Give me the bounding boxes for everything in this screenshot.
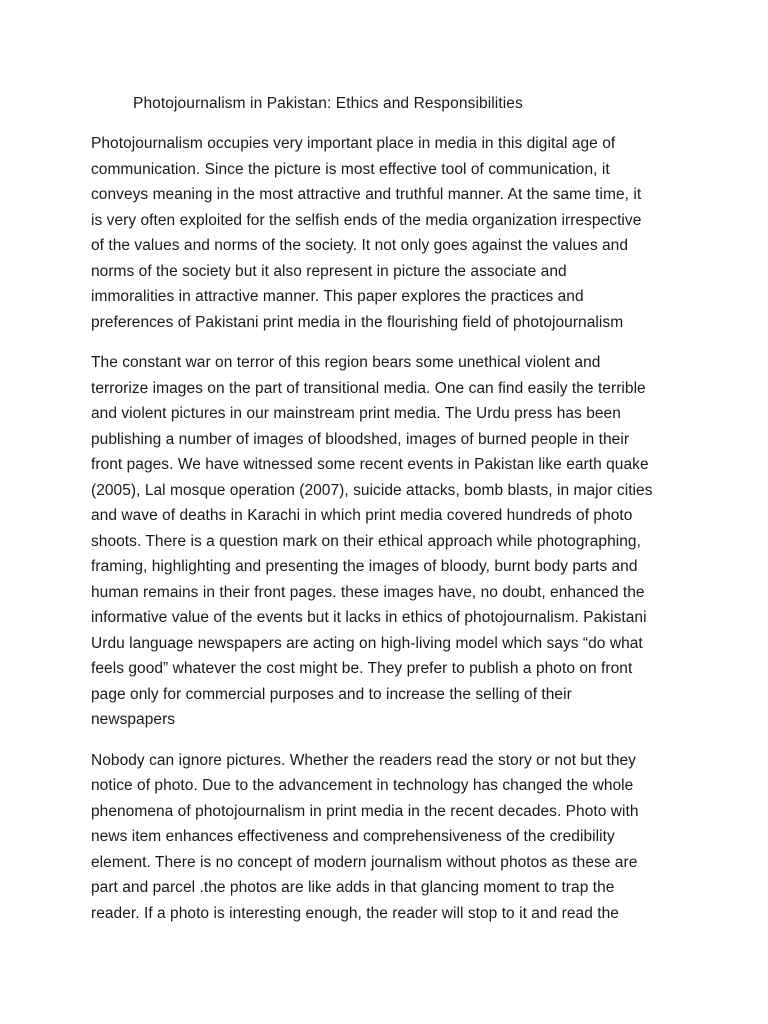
text-line: framing, highlighting and presenting the images of bloody, burnt body parts and [91,558,638,575]
text-line: preferences of Pakistani print media in the flourishing field of photojournalism [91,313,624,331]
text-line: Urdu language newspapers are acting on high-living model which says “do what [91,634,643,652]
text-line: notice of photo. Due to the advancement in technology has changed the whole [91,777,634,794]
text-line: page only for commercial purposes and to increase the selling of their [91,685,572,703]
text-line: publishing a number of images of bloodshed, images of burned people in their [91,430,630,448]
text-line: of the values and norms of the society. It not only goes against the values and [91,237,629,254]
text-line: phenomena of photojournalism in print media in the recent decades. Photo with [91,802,639,820]
text-line: norms of the society but it also represent in picture the associate and [91,262,567,280]
text-line: shoots. There is a question mark on their ethical approach while photographing, [91,532,641,550]
text-line: reader. If a photo is interesting enough, the reader will stop to it and read the [91,904,619,922]
text-line: communication. Since the picture is most effective tool of communication, it [91,160,610,178]
text-line: part and parcel .the photos are like adds in that glancing moment to trap the [91,879,615,896]
text-line: human remains in their front pages. these images have, no doubt, enhanced the [91,583,645,601]
text-line: feels good” whatever the cost might be. They prefer to publish a photo on front [91,660,633,677]
text-line: and wave of deaths in Karachi in which print media covered hundreds of photo [91,507,633,524]
text-line: conveys meaning in the most attractive and truthful manner. At the same time, it [91,186,642,203]
text-line: Nobody can ignore pictures. Whether the readers read the story or not but they [91,751,636,769]
text-line: The constant war on terror of this region bears some unethical violent and [91,354,601,371]
text-line: informative value of the events but it lacks in ethics of photojournalism. Pakistani [91,609,647,626]
paragraph-war-on-terror [91,350,681,733]
text-line: immoralities in attractive manner. This paper explores the practices and [91,288,584,305]
text-line: news item enhances effectiveness and comprehensiveness of the credibility [91,828,615,845]
text-line: terrorize images on the part of transitional media. One can find easily the terrible [91,379,646,397]
text-line: (2005), Lal mosque operation (2007), suicide attacks, bomb blasts, in major cities [91,481,653,499]
document-body [91,92,681,941]
paragraph-intro [91,131,681,335]
text-line: newspapers [91,711,176,728]
text-line: is very often exploited for the selfish ends of the media organization irrespective [91,211,642,229]
text-line: front pages. We have witnessed some recent events in Pakistan like earth quake [91,456,649,473]
text-line: Photojournalism occupies very important place in media in this digital age of [91,135,616,152]
text-line: and violent pictures in our mainstream print media. The Urdu press has been [91,405,621,422]
document-title: Photojournalism in Pakistan: Ethics and Responsibilities [133,95,523,112]
text-line: element. There is no concept of modern journalism without photos as these are [91,853,638,871]
paragraph-pictures [91,748,681,927]
